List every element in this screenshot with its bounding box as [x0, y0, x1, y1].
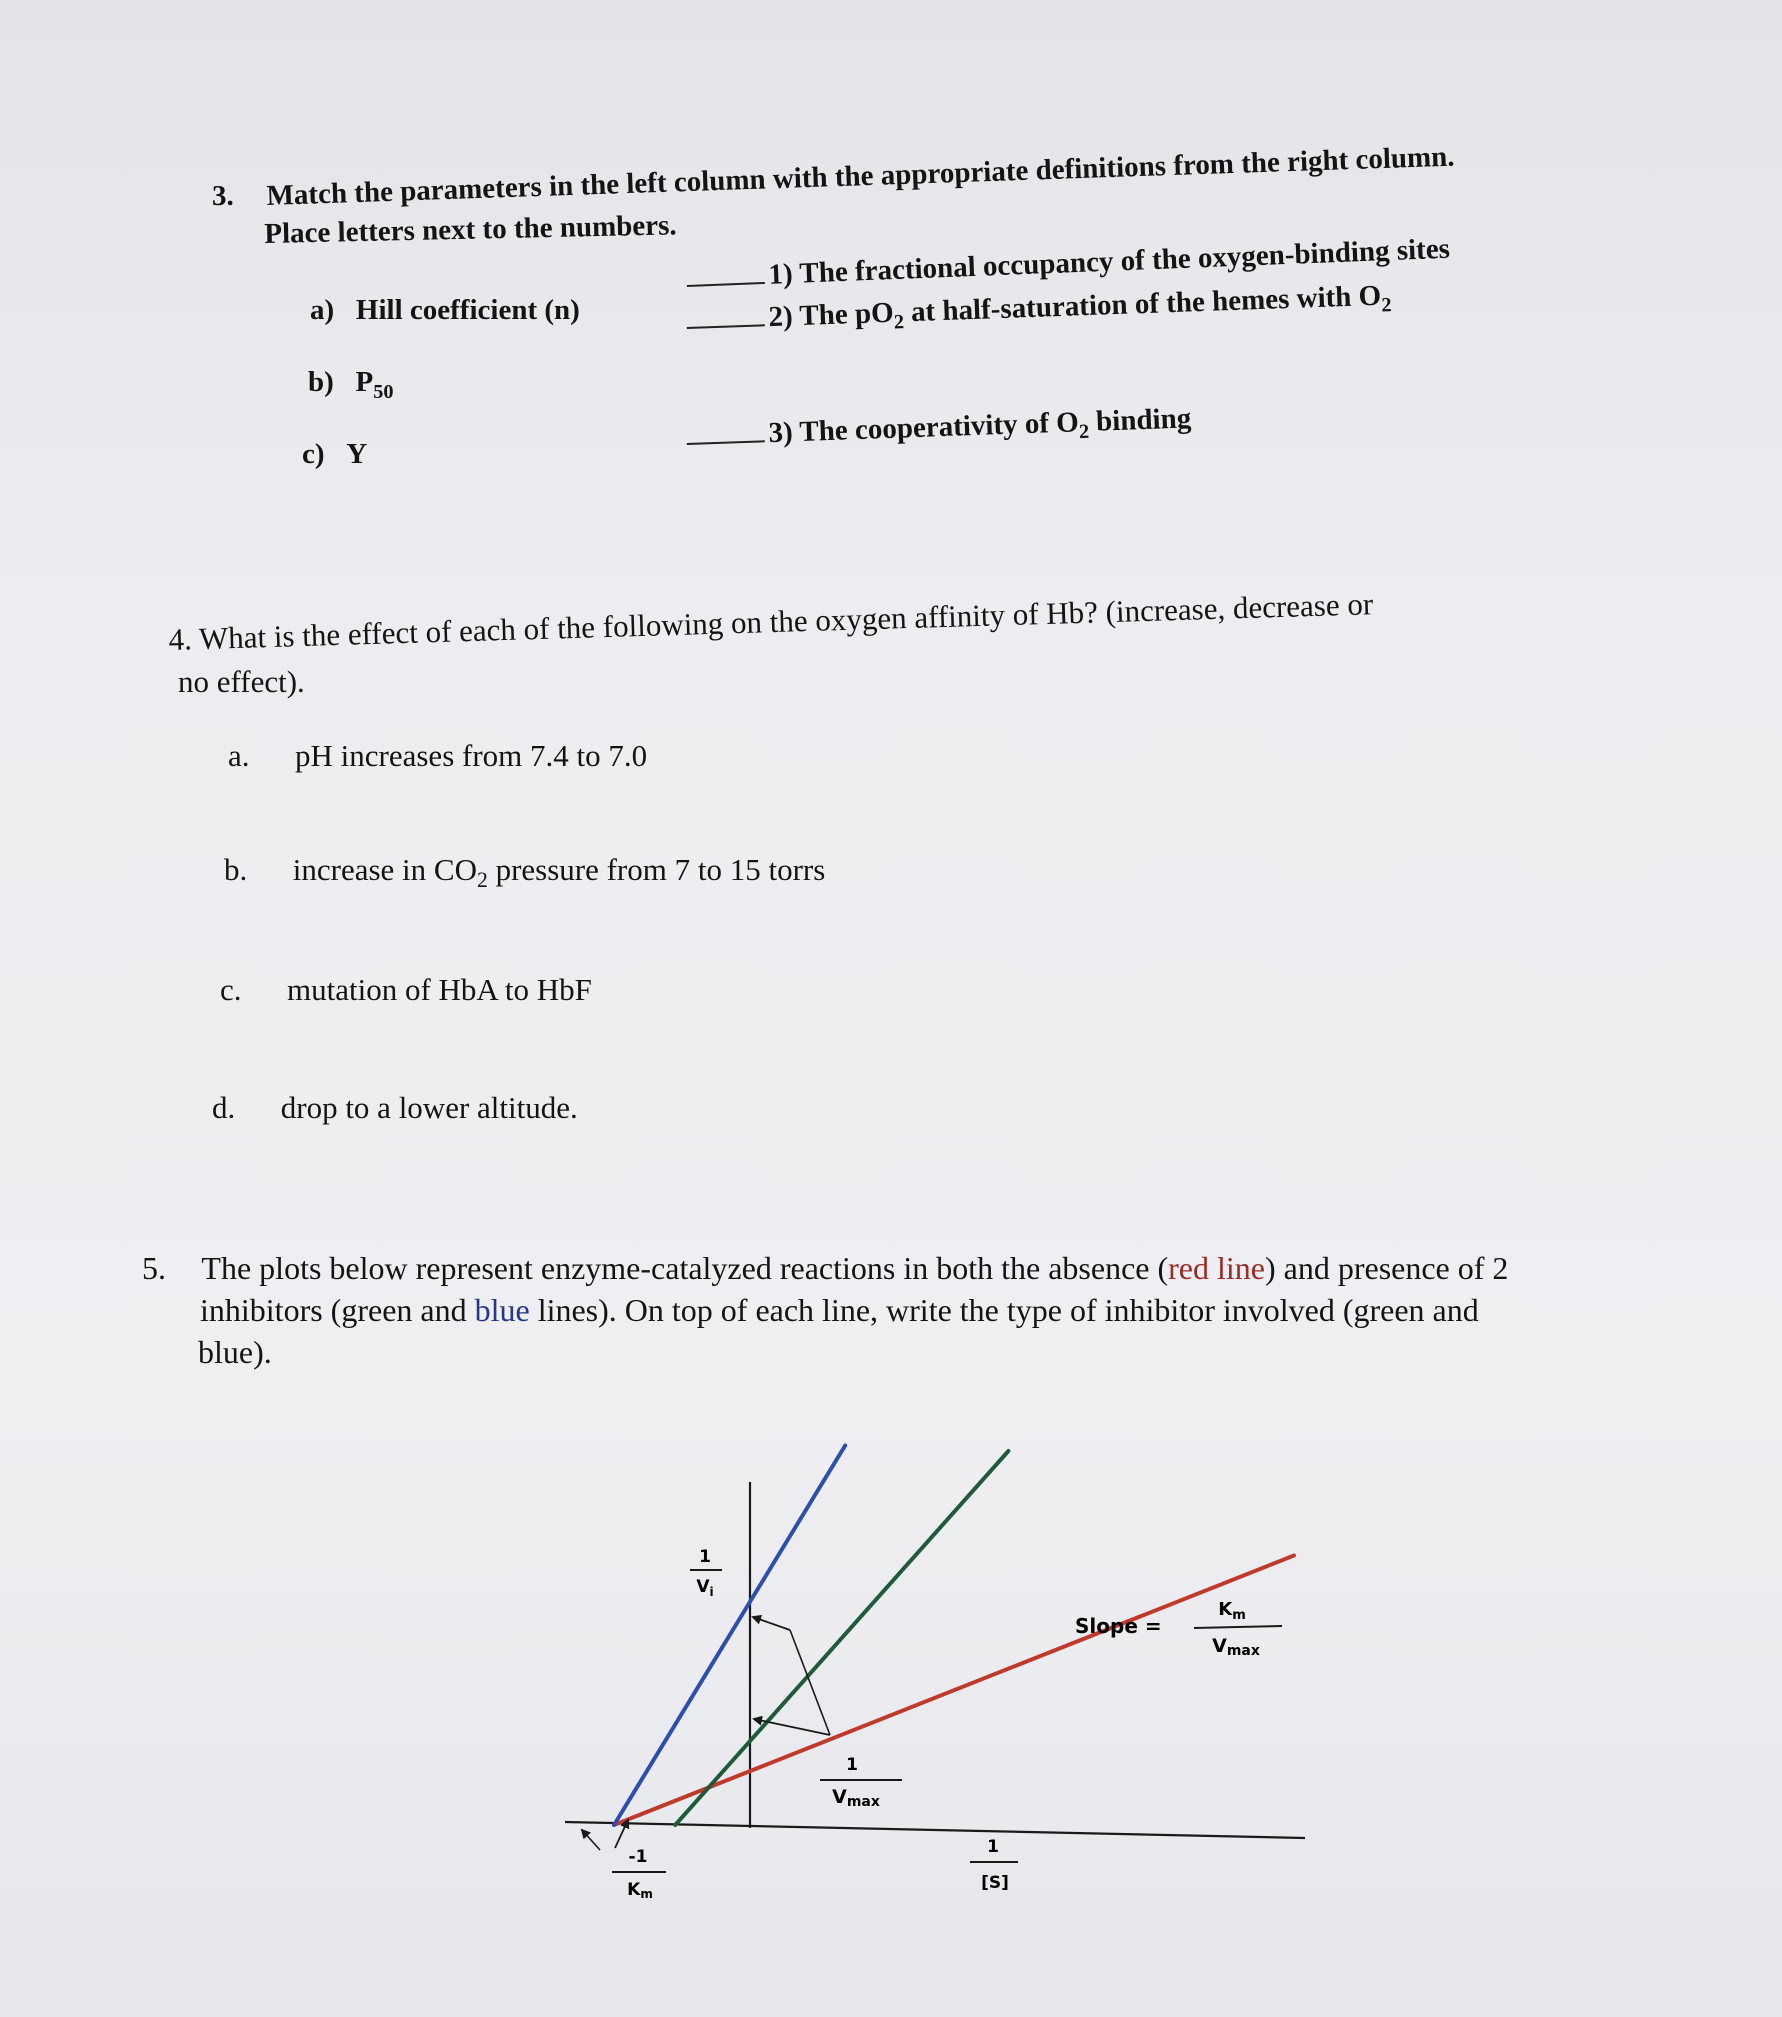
- q4-item-b: [224, 852, 825, 893]
- y-axis-label-den: $V_i$: [696, 1577, 714, 1599]
- q4-prompt-line2: no effect).: [178, 664, 305, 699]
- slope-den: Vmax: [1212, 1635, 1260, 1659]
- q4-item-c-letter: c.: [220, 972, 242, 1007]
- q3-number: 3.: [212, 180, 234, 212]
- q5-blue-word: blue: [474, 1292, 530, 1328]
- q3-prompt-line2: Place letters next to the numbers.: [264, 209, 677, 250]
- km-arrow-left: [582, 1830, 600, 1850]
- blue-line: [614, 1446, 845, 1826]
- slope-num: $K_m$: [1218, 1599, 1246, 1623]
- q3-param-c-letter: c): [302, 438, 325, 470]
- q5-line2-pre: inhibitors (green and: [200, 1292, 475, 1328]
- vmax-arrow: [753, 1617, 790, 1630]
- y-axis-label-num: 1: [699, 1547, 711, 1567]
- vmax-label-num: 1: [846, 1755, 858, 1775]
- q3-answer-blank-2[interactable]: [687, 324, 765, 329]
- q4-item-d-text: drop to a lower altitude.: [280, 1090, 578, 1125]
- q4-item-b-letter: b.: [224, 852, 248, 887]
- green-line: [675, 1451, 1008, 1825]
- q5-number: 5.: [142, 1250, 166, 1286]
- q5-line1-post: ) and presence of 2: [1264, 1250, 1509, 1286]
- q3-def2-sub2: 2: [1381, 294, 1392, 317]
- q3-def1-text: The fractional occupancy of the oxygen-binding sites: [798, 232, 1451, 290]
- q3-definition-3: [686, 402, 1192, 457]
- q3-answer-blank-1[interactable]: [687, 282, 765, 287]
- q5-line1: [142, 1250, 1508, 1287]
- q4-item-c: [220, 972, 592, 1008]
- q4-prompt-line1: [168, 586, 1374, 658]
- q3-param-b-name: P: [355, 366, 374, 398]
- q4-prompt-text: What is the effect of each of the following on the oxygen affinity of Hb? (increase, decrease or: [198, 586, 1374, 657]
- q3-answer-blank-3[interactable]: [687, 440, 765, 445]
- q3-param-a: [310, 294, 580, 327]
- series-lines: [614, 1446, 1294, 1826]
- q3-prompt-line1: Match the parameters in the left column with the appropriate definitions from the right column.: [266, 140, 1456, 212]
- q4-item-b-sub: 2: [476, 868, 488, 893]
- q3-def1-num: 1): [767, 257, 794, 291]
- q4-item-a-letter: a.: [228, 738, 250, 773]
- q4-item-b-text-pre: increase in CO: [292, 852, 477, 887]
- q4-item-a-text: pH increases from 7.4 to 7.0: [295, 738, 648, 773]
- q3-param-a-name: Hill coefficient (n): [355, 294, 580, 326]
- q3-param-a-letter: a): [310, 294, 335, 326]
- slope-label: Slope =: [1075, 1614, 1162, 1638]
- vmax-arrow-2: [754, 1719, 830, 1735]
- red-line: [614, 1556, 1294, 1826]
- q4-item-b-text-post: pressure from 7 to 15 torrs: [487, 852, 826, 887]
- q3-param-c: [302, 438, 367, 471]
- q3-def2-text-post: at half-saturation of the hemes with O: [903, 279, 1382, 329]
- x-axis-label-num: 1: [987, 1837, 999, 1857]
- q3-def3-num: 3): [767, 416, 794, 450]
- slope-bar: [1194, 1626, 1282, 1628]
- q3-param-b: [308, 366, 394, 404]
- q4-item-d-letter: d.: [212, 1090, 236, 1125]
- q4-number: 4.: [168, 621, 193, 657]
- q3-def3-text-post: binding: [1088, 402, 1192, 438]
- q5-line3: blue).: [198, 1334, 272, 1370]
- vmax-pointer-line: [790, 1630, 830, 1735]
- q3-def3-sub: 2: [1078, 420, 1090, 444]
- q4-item-c-text: mutation of HbA to HbF: [287, 972, 592, 1007]
- q4-item-d: [212, 1090, 578, 1126]
- q3-def2-sub: 2: [893, 311, 905, 334]
- q3-def2-text-pre: The pO: [798, 296, 895, 333]
- q3-param-c-name: Y: [346, 438, 368, 470]
- lineweaver-burk-plot: [540, 1440, 1320, 1920]
- km-label-num: -1: [628, 1847, 648, 1867]
- km-label-den: Km: [627, 1880, 653, 1901]
- q3-param-b-sub: 50: [373, 380, 394, 403]
- q4-item-a: [228, 738, 647, 774]
- q5-line1-pre: The plots below represent enzyme-catalyzed reactions in both the absence (: [201, 1250, 1169, 1286]
- q3-param-b-letter: b): [308, 366, 334, 398]
- x-axis-label-den: [S]: [981, 1873, 1009, 1893]
- q5-red-word: red line: [1168, 1250, 1265, 1286]
- q5-line2-post: lines). On top of each line, write the type of inhibitor involved (green and: [529, 1292, 1479, 1328]
- q3-def3-text-pre: The cooperativity of O: [798, 406, 1080, 449]
- q3-def2-num: 2): [767, 300, 794, 334]
- q5-line2: [200, 1292, 1479, 1329]
- vmax-label-den: Vmax: [832, 1786, 880, 1810]
